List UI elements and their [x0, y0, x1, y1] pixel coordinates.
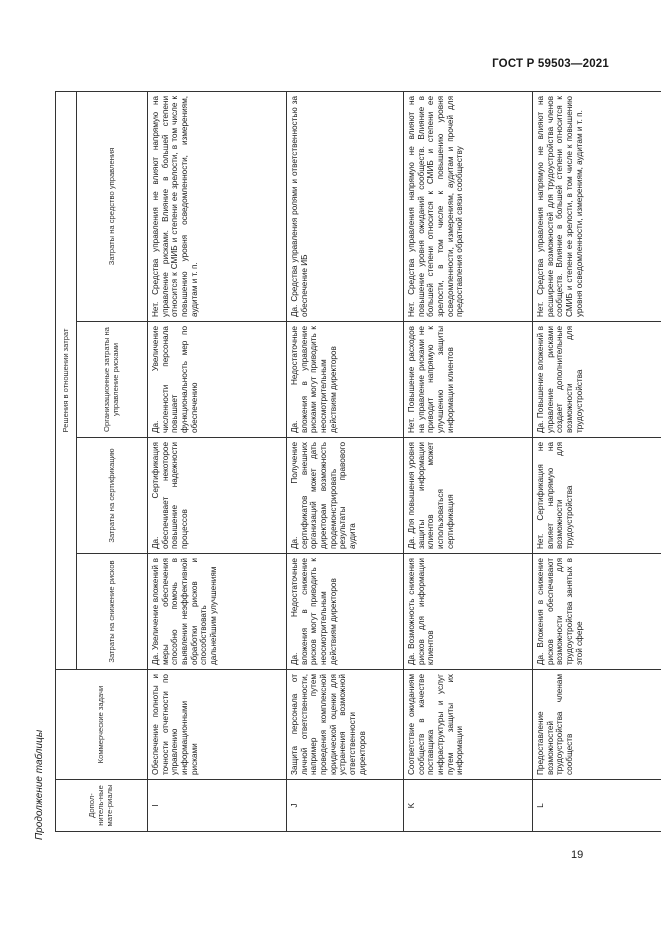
row-code: K — [404, 780, 533, 832]
table-row — [533, 91, 661, 831]
row-cert: Да. Получение сертификатов внешних организаций может дать директорам возможность продемонстрировать результаты правового аудита — [287, 438, 404, 554]
row-org: Да. Повышение вложений в управление рисками создает дополнительные возможности для трудоустройства — [533, 322, 661, 438]
col-header-business-tasks: Коммерческие задачи — [56, 670, 148, 780]
col-header-cost-decisions: Решения в отношении затрат — [56, 91, 77, 669]
cost-decisions-table — [55, 91, 661, 832]
col-header-extra-materials: Допол-нитель-ные мате-риалы — [56, 780, 148, 832]
row-cert: Да. Для повышения уровня защиты информации клиентов может использоваться сертификация — [404, 438, 533, 554]
table-row — [287, 91, 404, 831]
row-control: Нет. Средства управления не влияют напрямую на управление рисками. Влияние в большей степени относится к СМИБ и степени ее зрелости, в том числе к повышению уровня осведомленности, измерениям, аудитам и т. п. — [148, 91, 287, 321]
row-control: Да. Средства управления ролями и ответственностью за обеспечение ИБ — [287, 91, 404, 321]
row-code: I — [148, 780, 287, 832]
col-header-risk-costs: Затраты на снижение рисков — [77, 554, 148, 670]
page-number: 19 — [571, 849, 584, 861]
row-org: Да. Увеличение численности персонала повышает функциональность мер по обеспечению — [148, 322, 287, 438]
row-org: Нет. Повышение расходов на управление рисками не приводит напрямую к улучшению защиты информации клиентов — [404, 322, 533, 438]
row-risk: Да. Увеличение вложений в меры обеспечения способно помочь в выявлении неэффективной обработки рисков и способствовать дальнейшим улучшениям — [148, 554, 287, 670]
row-risk: Да. Возможность снижения рисков для информации клиентов — [404, 554, 533, 670]
table-row — [404, 91, 533, 831]
table-row — [148, 91, 287, 831]
row-task: Обеспечение полноты и точности отчетности по управлению информационными рисками — [148, 670, 287, 780]
row-task: Предоставление возможностей трудоустройства членам сообществ — [533, 670, 661, 780]
row-control: Нет. Средства управления напрямую не влияют на повышение уровня ожиданий сообществ. Влияние в большей степени относится к СМИБ и степени ее зрелости, в том числе к повышению уровня осведомленности, измерениям, аудитам и прочей для предоставления обратной связи сообществу — [404, 91, 533, 321]
continuation-caption — [34, 720, 46, 840]
row-task: Соответствие ожиданиям сообществ в качестве поставщика инфраструктуры и услуг путем защиты их информации — [404, 670, 533, 780]
row-risk: Да. Недостаточные вложения в снижение рисков могут приводить к неосмотрительным действиям директоров — [287, 554, 404, 670]
row-code: J — [287, 780, 404, 832]
row-task: Защита персонала от личной ответственности, например путем проведения комплексной юридической оценки для устранения возможной ответственности директоров — [287, 670, 404, 780]
row-control: Нет. Средства управления напрямую не влияют на расширение возможностей для трудоустройства членов сообществ. Влияние в большей степени относится к СМИБ и степени ее зрелости, в том числе к повышению уровня осведомленности, измерениям, аудитам и т. п. — [533, 91, 661, 321]
row-risk: Да. Вложения в снижение рисков обеспечивают возможности для трудоустройства занятых в этой сфере — [533, 554, 661, 670]
row-cert: Да. Сертификация обеспечивает некоторое повышение надежности процессов — [148, 438, 287, 554]
continuation-label: Продолжение таблицы — [34, 729, 45, 840]
row-cert: Нет. Сертификация не влияет напрямую на возможности для трудоустройства — [533, 438, 661, 554]
document-standard-number: ГОСТ Р 59503—2021 — [492, 58, 609, 70]
row-org: Да. Недостаточные вложения в управление рисками могут приводить к неосмотрительным действиям директоров — [287, 322, 404, 438]
col-header-cert-costs: Затраты на сертификацию — [77, 438, 148, 554]
col-header-control-costs: Затраты на средство управления — [77, 91, 148, 321]
col-header-org-costs: Организационные затраты на управление рисками — [77, 322, 148, 438]
rotated-table-container — [55, 92, 587, 832]
row-code: L — [533, 780, 661, 832]
